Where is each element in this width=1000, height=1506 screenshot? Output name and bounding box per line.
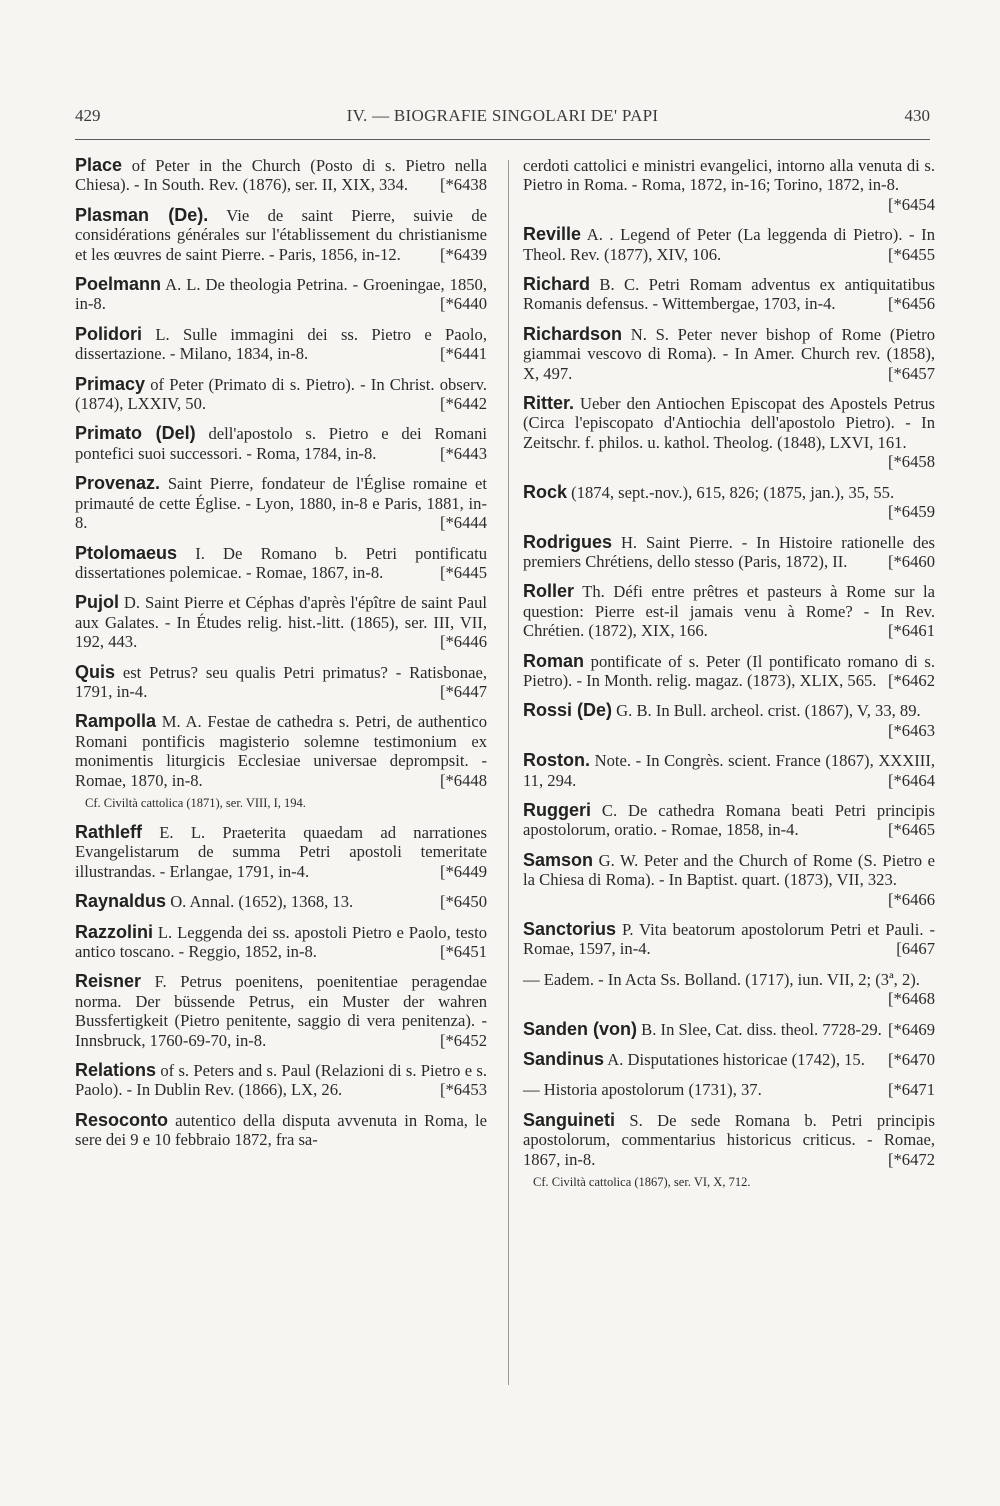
header-rule xyxy=(75,139,930,140)
entry-headword: Sanden (von) xyxy=(523,1018,638,1039)
bibliography-entry xyxy=(523,970,935,1009)
entry-text: N. S. Peter never bishop of Rome (Pietro giammai vescovo di Roma). - In Amer. Church rev. (1858), X, 497. xyxy=(523,324,935,383)
bibliography-entry xyxy=(75,206,487,264)
entry-note: Cf. Civiltà cattolica (1867), ser. VI, X, 712. xyxy=(533,1175,751,1190)
entry-headword: Place xyxy=(75,155,123,175)
entry-headword: Sanctorius xyxy=(523,919,617,939)
bibliography-entry xyxy=(523,1080,935,1099)
bibliography-entry xyxy=(523,275,935,314)
bibliography-entry xyxy=(75,892,487,911)
entry-number: [*6466 xyxy=(887,889,935,909)
entry-headword: Rossi (De) xyxy=(523,700,613,721)
entry-number: [*6439 xyxy=(439,244,487,264)
entry-number: [*6471 xyxy=(887,1080,935,1100)
entry-headword: Provenaz. xyxy=(75,473,161,494)
entry-text: M. A. Festae de cathedra s. Petri, de authentico Romani pontificis magisterio solemne testimonium ex monimentis liturgicis Ecclesiae universae deprompsit. - Romae, 1870, in-8. xyxy=(75,712,487,790)
entry-headword: Raynaldus xyxy=(75,891,167,912)
entry-text: autentico della disputa avvenuta in Roma, le sere dei 9 e 10 febbraio 1872, fra sa- xyxy=(75,1110,487,1150)
entry-headword: Ruggeri xyxy=(523,799,592,820)
entry-text: of Peter (Primato di s. Pietro). - In Christ. observ. (1874), LXXIV, 50. xyxy=(75,374,487,414)
entry-number: [*6455 xyxy=(887,244,935,264)
entry-text: H. Saint Pierre. - In Histoire rationelle des premiers Chrétiens, dello stesso (Paris, 1872), II. xyxy=(523,532,935,571)
entry-headword: Roller xyxy=(523,581,575,602)
bibliography-entry xyxy=(523,394,935,472)
entry-text: A. Disputationes historicae (1742), 15. xyxy=(607,1050,865,1070)
entry-headword: Samson xyxy=(523,849,594,870)
entry-text: of s. Peters and s. Paul (Relazioni di s. Pietro e s. Paolo). - In Dublin Rev. (1866), LX, 26. xyxy=(75,1061,487,1100)
entry-headword: Rathleff xyxy=(75,821,142,842)
bibliography-entry xyxy=(75,325,487,364)
entry-text: P. Vita beatorum apostolorum Petri et Pauli. - Romae, 1597, in-4. xyxy=(523,920,935,959)
entry-headword: Rock xyxy=(523,481,568,502)
entry-number: [6467 xyxy=(896,939,935,959)
entry-number: [*6468 xyxy=(887,989,935,1009)
entry-headword: Resoconto xyxy=(75,1109,169,1130)
bibliography-entry xyxy=(523,156,935,214)
entry-number: [*6451 xyxy=(439,942,487,961)
entry-text: of Peter in the Church (Posto di s. Pietro nella Chiesa). - In South. Rev. (1876), ser. II, XIX, 334. xyxy=(75,156,487,195)
entry-text: L. Leggenda dei ss. apostoli Pietro e Paolo, testo antico toscano. - Reggio, 1852, in-8. xyxy=(75,922,487,961)
entry-text: Saint Pierre, fondateur de l'Église romaine et primauté de cette Église. - Lyon, 1880, in-8 e Paris, 1881, in-8. xyxy=(75,474,487,533)
entry-headword: — Historia xyxy=(523,1080,598,1100)
entry-text: C. De cathedra Romana beati Petri principis apostolorum, oratio. - Romae, 1858, in-4. xyxy=(523,800,935,840)
entry-number: [*6457 xyxy=(887,363,935,383)
entry-number: [*6448 xyxy=(439,770,487,790)
entry-text: pontificate of s. Peter (Il pontificato romano di s. Pietro). - In Month. relig. magaz. (1873), XLIX, 565. xyxy=(523,651,935,690)
bibliography-entry xyxy=(75,1111,487,1150)
entry-number: [*6472 xyxy=(887,1149,935,1169)
page-number-right: 430 xyxy=(904,106,930,125)
entry-number: [*6469 xyxy=(887,1019,935,1039)
entry-text: - In Acta Ss. Bolland. (1717), iun. VII, 2; (3ª, 2). xyxy=(598,969,920,989)
entry-text: Th. Défi entre prêtres et pasteurs à Rome sur la question: Pierre est-il jamais venu à Rome? - In Rev. Chrétien. (1872), XIX, 166. xyxy=(523,582,935,641)
bibliography-entry xyxy=(523,1050,935,1069)
bibliography-entry xyxy=(523,483,935,522)
bibliography-entry xyxy=(75,275,487,314)
entry-headword: Pujol xyxy=(75,592,119,613)
bibliography-entry xyxy=(75,375,487,414)
entry-headword: Sandinus xyxy=(523,1049,605,1070)
page-number-left: 429 xyxy=(75,106,101,125)
bibliography-entry xyxy=(523,1111,935,1169)
entry-text: B. In Slee, Cat. diss. theol. 7728-29. xyxy=(641,1019,882,1039)
entry-text: Ueber den Antiochen Episcopat des Apostels Petrus (Circa l'episcopato d'Antiochia dell'apostolo Pietro). - In Zeitschr. f. philos. u. kathol. Theolog. (1848), LXVI, 161. xyxy=(523,394,935,452)
entry-number: [*6445 xyxy=(439,562,487,582)
bibliography-entry xyxy=(523,920,935,959)
bibliography-entry xyxy=(523,751,935,790)
bibliography-entry xyxy=(75,474,487,532)
entry-headword: Ritter. xyxy=(523,393,575,414)
bibliography-entry xyxy=(523,1020,935,1039)
bibliography-entry xyxy=(75,712,487,790)
entry-text: (1874, sept.-nov.), 615, 826; (1875, jan.), 35, 55. xyxy=(571,482,895,502)
bibliography-entry xyxy=(75,593,487,651)
bibliography-entry xyxy=(523,325,935,383)
entry-headword: Rodrigues xyxy=(523,531,613,552)
entry-text: O. Annal. (1652), 1368, 13. xyxy=(170,892,354,912)
entry-number: [*6452 xyxy=(439,1030,487,1050)
entry-text: apostolorum (1731), 37. xyxy=(601,1080,762,1100)
entry-text: dell'apostolo s. Pietro e dei Romani pontefici suoi successori. - Roma, 1784, in-8. xyxy=(75,424,487,463)
bibliography-entry xyxy=(523,582,935,640)
entry-text: E. L. Praeterita quaedam ad narrationes Evangelistarum de summa Petri apostoli temeritate illustrandas. - Erlangae, 1791, in-4. xyxy=(75,822,487,881)
bibliography-entry xyxy=(75,923,487,962)
entry-headword: Roman xyxy=(523,650,585,671)
entry-number: [*6453 xyxy=(439,1080,487,1100)
entry-headword: Primacy xyxy=(75,373,146,394)
entry-number: [*6440 xyxy=(439,294,487,314)
entry-text: A. L. De theologia Petrina. - Groeningae, 1850, in-8. xyxy=(75,275,487,314)
entry-number: [*6447 xyxy=(439,681,487,701)
bibliography-entry xyxy=(75,972,487,1050)
entry-headword: Polidori xyxy=(75,323,142,344)
entry-headword: Roston. xyxy=(523,750,590,771)
entry-headword: Primato (Del) xyxy=(75,423,196,444)
right-column xyxy=(523,156,935,1202)
entry-number: [*6441 xyxy=(439,344,487,364)
entry-headword: Reville xyxy=(523,224,582,245)
entry-text: D. Saint Pierre et Céphas d'après l'épître de saint Paul aux Galates. - In Études relig. hist.-litt. (1865), ser. III, VII, 192, 443. xyxy=(75,593,487,652)
entry-headword: Richard xyxy=(523,274,591,295)
bibliography-entry xyxy=(75,823,487,881)
entry-headword: Quis xyxy=(75,661,116,682)
entry-number: [*6456 xyxy=(887,294,935,314)
entry-text: G. B. In Bull. archeol. crist. (1867), V, 33, 89. xyxy=(616,701,921,721)
bibliography-entry xyxy=(523,533,935,572)
entry-number: [*6470 xyxy=(887,1050,935,1070)
entry-number: [*6444 xyxy=(439,513,487,533)
entry-number: [*6446 xyxy=(439,632,487,652)
entry-text: Note. - In Congrès. scient. France (1867), XXXIII, 11, 294. xyxy=(523,751,935,790)
bibliography-entry xyxy=(75,663,487,702)
entry-number: [*6459 xyxy=(887,502,935,522)
bibliography-entry xyxy=(523,851,935,909)
entry-number: [*6462 xyxy=(887,670,935,690)
entry-text: Vie de saint Pierre, suivie de considérations générales sur l'établissement du christianisme et les œuvres de saint Pierre. - Paris, 1856, in-12. xyxy=(75,205,487,264)
entry-headword: Poelmann xyxy=(75,274,162,295)
entry-number: [*6458 xyxy=(887,452,935,472)
entry-headword: Relations xyxy=(75,1060,157,1081)
entry-text: B. C. Petri Romam adventus ex antiquitatibus Romanis defensus. - Wittembergae, 1703, in-4. xyxy=(523,275,935,314)
bibliography-entry xyxy=(75,424,487,463)
entry-headword: Plasman (De). xyxy=(75,204,209,225)
entry-text: est Petrus? seu qualis Petri primatus? - Ratisbonae, 1791, in-4. xyxy=(75,662,487,701)
entry-number: [*6460 xyxy=(887,551,935,571)
bibliography-entry xyxy=(75,1061,487,1100)
running-header xyxy=(75,106,930,130)
entry-note: Cf. Civiltà cattolica (1871), ser. VIII, I, 194. xyxy=(85,795,306,810)
entry-number: [*6464 xyxy=(887,770,935,790)
bibliography-entry xyxy=(523,801,935,840)
entry-text: I. De Romano b. Petri pontificatu dissertationes polemicae. - Romae, 1867, in-8. xyxy=(75,543,487,582)
bibliography-entry xyxy=(523,652,935,691)
left-column xyxy=(75,156,487,1161)
entry-text: S. De sede Romana b. Petri principis apostolorum, commentarius historicus criticus. - Romae, 1867, in-8. xyxy=(523,1110,935,1169)
entry-number: [*6450 xyxy=(439,892,487,912)
bibliography-entry xyxy=(523,701,935,740)
entry-number: [*6454 xyxy=(887,194,935,214)
entry-headword: Rampolla xyxy=(75,711,157,732)
entry-number: [*6438 xyxy=(439,175,487,195)
column-divider xyxy=(508,160,509,1385)
entry-headword: Reisner xyxy=(75,971,142,992)
entry-text: cerdoti cattolici e ministri evangelici, intorno alla venuta di s. Pietro in Roma. - Roma, 1872, in-16; Torino, 1872, in-8. xyxy=(523,156,935,195)
entry-headword: Richardson xyxy=(523,323,623,344)
entry-text: G. W. Peter and the Church of Rome (S. Pietro e la Chiesa di Roma). - In Baptist. quart. (1873), VII, 323. xyxy=(523,850,935,890)
bibliography-entry xyxy=(523,225,935,264)
entry-text: A. . Legend of Peter (La leggenda di Pietro). - In Theol. Rev. (1877), XIV, 106. xyxy=(523,225,935,264)
bibliography-entry xyxy=(75,544,487,583)
entry-text: L. Sulle immagini dei ss. Pietro e Paolo, dissertazione. - Milano, 1834, in-8. xyxy=(75,324,487,364)
entry-number: [*6449 xyxy=(439,861,487,881)
entry-number: [*6463 xyxy=(887,720,935,740)
entry-text: F. Petrus poenitens, poenitentiae peragendae norma. Der büssende Petrus, ein Muster der wahren Bussfertigkeit (Pietro penitente, saggio di vera penitenza). - Innsbruck, 1760-69-70, in-8. xyxy=(75,972,487,1050)
entry-number: [*6443 xyxy=(439,443,487,463)
entry-headword: Sanguineti xyxy=(523,1109,616,1130)
entry-number: [*6461 xyxy=(887,621,935,641)
entry-number: [*6465 xyxy=(887,820,935,840)
section-title: IV. — BIOGRAFIE SINGOLARI DE' PAPI xyxy=(346,106,659,125)
entry-headword: — Eadem. xyxy=(523,969,594,989)
entry-headword: Razzolini xyxy=(75,921,154,942)
bibliography-entry xyxy=(75,156,487,195)
entry-number: [*6442 xyxy=(439,394,487,414)
entry-headword: Ptolomaeus xyxy=(75,542,178,563)
